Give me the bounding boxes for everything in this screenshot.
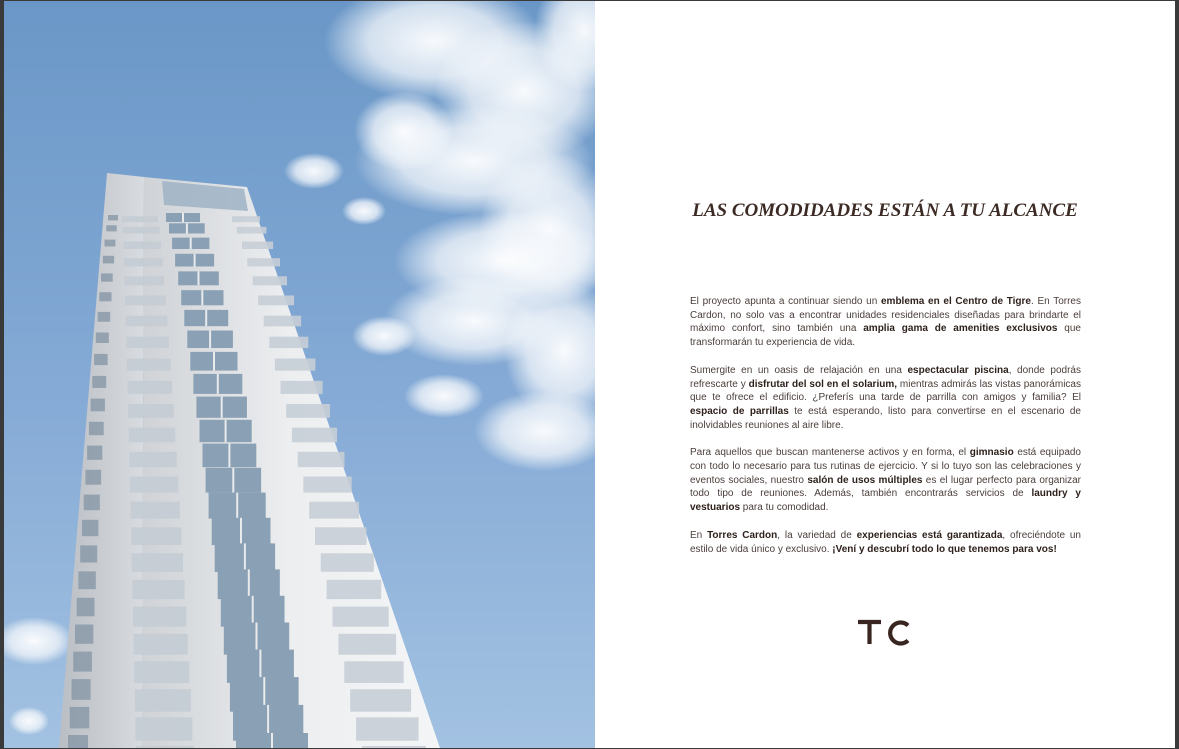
paragraph-1 (690, 295, 1081, 350)
body-text (690, 295, 1081, 570)
paragraph-run: El proyecto apunta a continuar siendo un (690, 296, 881, 307)
paragraph-run: gimnasio (969, 447, 1014, 459)
paragraph-run: está equipado con todo lo necesario para tus rutinas de ejercicio. Y si lo tuyo son las celebraciones y eventos sociales, nuestro (690, 447, 1081, 486)
paragraph-run: espectacular piscina (907, 364, 1009, 376)
paragraph-run: emblema en el Centro de Tigre (880, 296, 1031, 307)
building-photo (4, 1, 595, 748)
paragraph-3 (690, 446, 1081, 515)
paragraph-run: , donde podrás refrescarte y (690, 364, 1081, 390)
paragraph-run: amplia gama de amenities exclusivos (863, 323, 1058, 335)
paragraph-run: experiencias está garantizada (856, 529, 1003, 541)
paragraph-run: que transformarán tu experiencia de vida. (690, 323, 1081, 349)
paragraph-run: mientras admirás las vistas panorámicas que te ofrece el edificio. ¿Preferís una tarde de parrilla con amigos y familia? El (690, 378, 1081, 404)
paragraph-run: , ofreciéndote un estilo de vida único y exclusivo. (690, 529, 1081, 555)
paragraph-run: es el lugar perfecto para organizar todo tipo de reuniones. Además, también encontrarás servicios de (690, 474, 1082, 500)
text-page (595, 1, 1175, 748)
paragraph-run: para tu comodidad. (740, 502, 829, 514)
paragraph-run: Torres Cardon (707, 529, 778, 541)
paragraph-4 (690, 529, 1081, 556)
tc-logo (857, 613, 913, 649)
paragraph-run: salón de usos múltiples (807, 474, 923, 486)
page-title: LAS COMODIDADES ESTÁN A TU ALCANCE (692, 200, 1078, 221)
paragraph-run: espacio de parrillas (690, 405, 789, 417)
paragraph-run: laundry y vestuarios (690, 488, 1081, 514)
paragraph-run: Para aquellos que buscan mantenerse activos y en forma, el (690, 447, 970, 459)
paragraph-run: En (690, 529, 708, 541)
paragraph-run: disfrutar del sol en el solarium, (748, 378, 897, 390)
paragraph-run: ¡Vení y descubrí todo lo que tenemos para vos! (832, 543, 1057, 555)
paragraph-2 (690, 364, 1081, 433)
paragraph-run: te está esperando, listo para convertirse en el escenario de inolvidables reuniones al aire libre. (690, 405, 1081, 431)
paragraph-run: Sumergite en un oasis de relajación en una (690, 364, 908, 376)
paragraph-run: . En Torres Cardon, no solo vas a encontrar unidades residenciales diseñadas para brindarte el máximo confort, sino también una (690, 296, 1081, 335)
tc-logo-icon (857, 613, 913, 649)
tower-building-icon (4, 1, 595, 748)
paragraph-run: , la variedad de (777, 529, 857, 541)
